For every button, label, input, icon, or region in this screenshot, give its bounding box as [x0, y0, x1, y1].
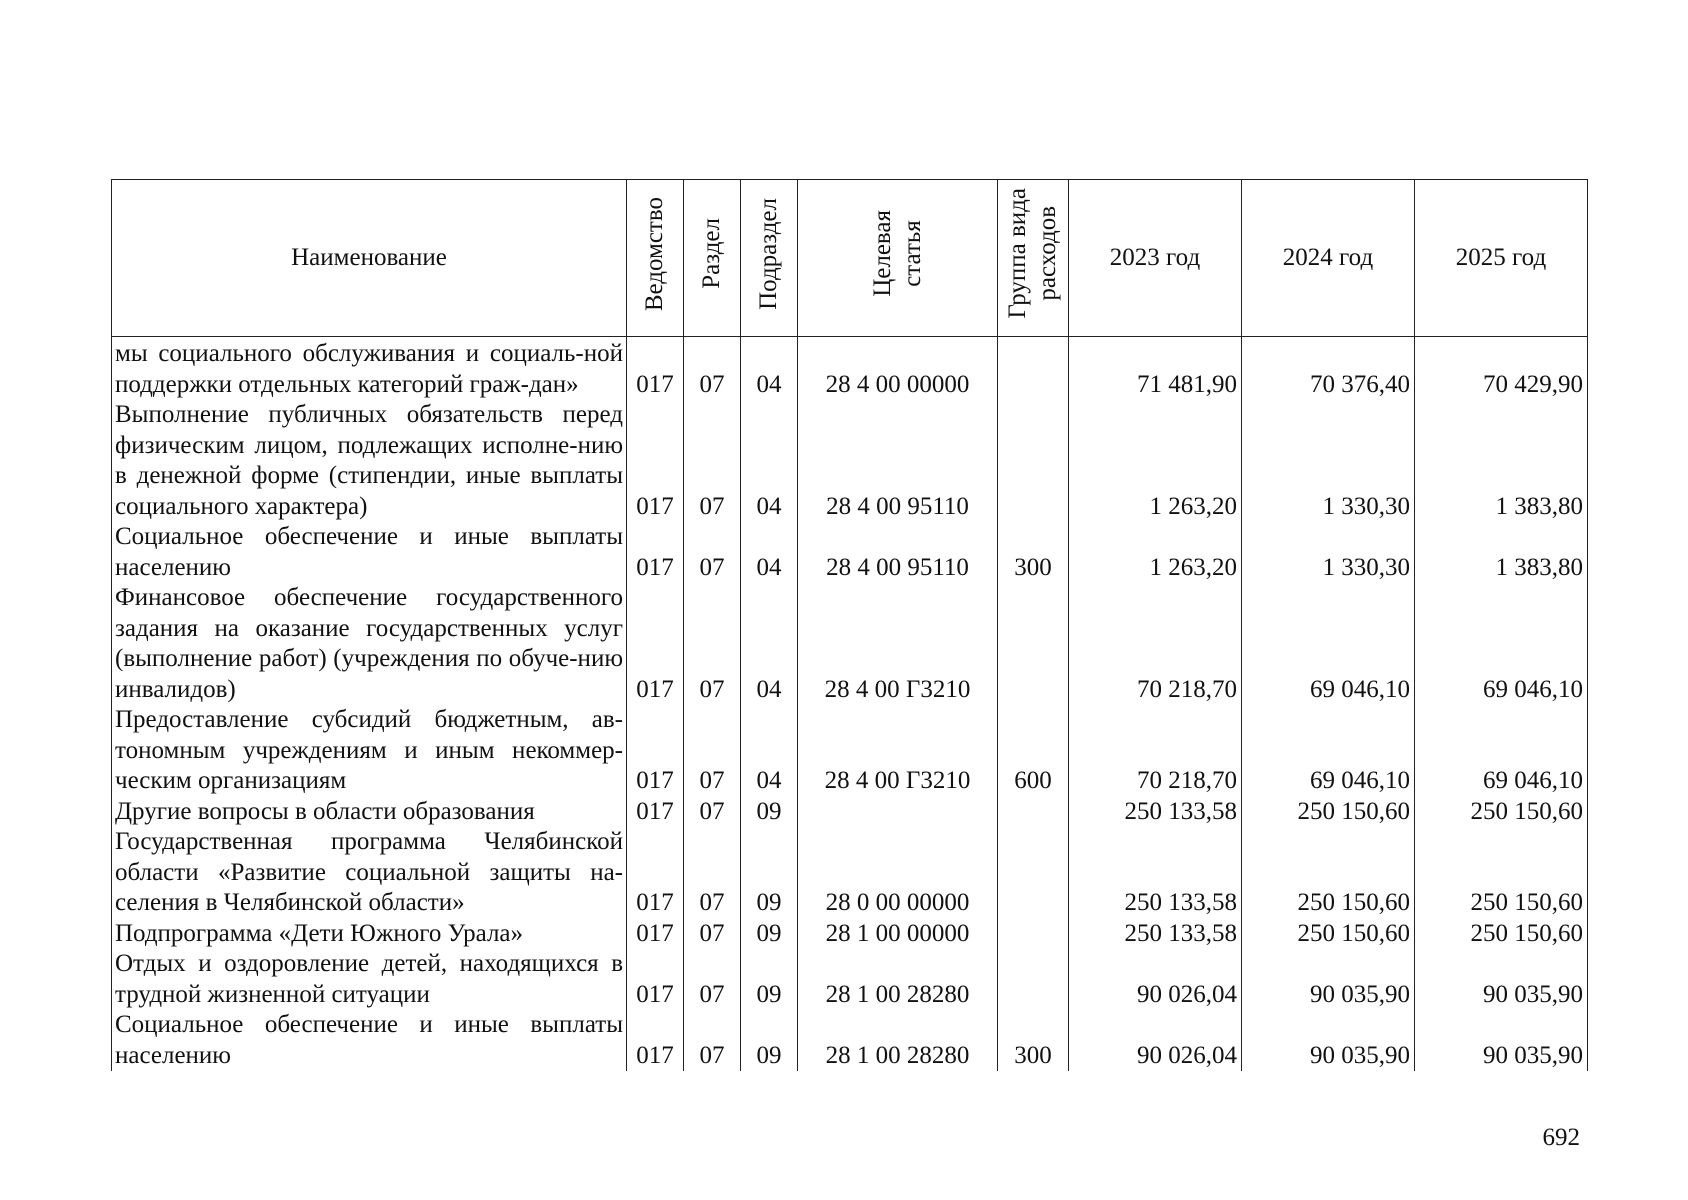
cell-2024: 69 046,10	[1242, 705, 1415, 797]
table-body	[112, 337, 1588, 1072]
cell-exp-group: 300	[998, 522, 1069, 583]
cell-subsection: 04	[741, 337, 798, 401]
cell-section: 07	[684, 400, 741, 522]
cell-2025: 250 150,60	[1415, 827, 1588, 919]
cell-exp-group	[998, 919, 1069, 950]
header-subsection: Подраздел	[741, 180, 798, 337]
cell-exp-group	[998, 583, 1069, 705]
cell-subsection: 09	[741, 827, 798, 919]
cell-2023: 1 263,20	[1069, 522, 1242, 583]
cell-2025: 250 150,60	[1415, 919, 1588, 950]
cell-exp-group: 300	[998, 1010, 1069, 1071]
table-row	[112, 705, 1588, 797]
cell-exp-group	[998, 949, 1069, 1010]
cell-name: Отдых и оздоровление детей, находящихся в трудной жизненной ситуации	[112, 949, 627, 1010]
cell-2025: 250 150,60	[1415, 797, 1588, 828]
table-row	[112, 400, 1588, 522]
cell-target: 28 4 00 95110	[798, 522, 998, 583]
cell-dept: 017	[627, 583, 684, 705]
header-2023: 2023 год	[1069, 180, 1242, 337]
cell-2023: 70 218,70	[1069, 583, 1242, 705]
cell-2025: 90 035,90	[1415, 949, 1588, 1010]
cell-2024: 90 035,90	[1242, 949, 1415, 1010]
cell-section: 07	[684, 1010, 741, 1071]
cell-subsection: 09	[741, 797, 798, 828]
cell-dept: 017	[627, 522, 684, 583]
cell-2024: 90 035,90	[1242, 1010, 1415, 1071]
cell-2023: 70 218,70	[1069, 705, 1242, 797]
table-row	[112, 1010, 1588, 1071]
header-section: Раздел	[684, 180, 741, 337]
cell-2024: 250 150,60	[1242, 797, 1415, 828]
cell-section: 07	[684, 919, 741, 950]
cell-section: 07	[684, 337, 741, 401]
cell-2025: 69 046,10	[1415, 705, 1588, 797]
table-header-row	[112, 180, 1588, 337]
cell-section: 07	[684, 705, 741, 797]
cell-section: 07	[684, 797, 741, 828]
cell-2024: 250 150,60	[1242, 827, 1415, 919]
cell-name: Социальное обеспечение и иные выплаты населению	[112, 1010, 627, 1071]
cell-2025: 69 046,10	[1415, 583, 1588, 705]
cell-2023: 90 026,04	[1069, 1010, 1242, 1071]
cell-section: 07	[684, 583, 741, 705]
cell-2023: 71 481,90	[1069, 337, 1242, 401]
cell-name: Другие вопросы в области образования	[112, 797, 627, 828]
table-row	[112, 949, 1588, 1010]
cell-dept: 017	[627, 705, 684, 797]
cell-2024: 70 376,40	[1242, 337, 1415, 401]
cell-name: Государственная программа Челябинской области «Развитие социальной защиты на-селения в Челябинской области»	[112, 827, 627, 919]
cell-dept: 017	[627, 919, 684, 950]
table-row	[112, 827, 1588, 919]
cell-name: Выполнение публичных обязательств перед физическим лицом, подлежащих исполне-нию в денежной форме (стипендии, иные выплаты социального характера)	[112, 400, 627, 522]
table-row	[112, 797, 1588, 828]
header-2025: 2025 год	[1415, 180, 1588, 337]
cell-dept: 017	[627, 337, 684, 401]
cell-2023: 90 026,04	[1069, 949, 1242, 1010]
cell-2024: 69 046,10	[1242, 583, 1415, 705]
table-row	[112, 522, 1588, 583]
page-number: 692	[1542, 1124, 1580, 1151]
header-target: Целевая статья	[798, 180, 998, 337]
cell-2025: 70 429,90	[1415, 337, 1588, 401]
cell-exp-group	[998, 337, 1069, 401]
cell-2024: 1 330,30	[1242, 400, 1415, 522]
cell-2023: 1 263,20	[1069, 400, 1242, 522]
cell-exp-group: 600	[998, 705, 1069, 797]
cell-2024: 250 150,60	[1242, 919, 1415, 950]
cell-2023: 250 133,58	[1069, 827, 1242, 919]
cell-exp-group	[998, 400, 1069, 522]
cell-2023: 250 133,58	[1069, 919, 1242, 950]
cell-name: Предоставление субсидий бюджетным, ав-тономным учреждениям и иным некоммер-ческим организациям	[112, 705, 627, 797]
cell-subsection: 04	[741, 705, 798, 797]
cell-target: 28 4 00 95110	[798, 400, 998, 522]
cell-dept: 017	[627, 797, 684, 828]
cell-subsection: 09	[741, 919, 798, 950]
cell-exp-group	[998, 797, 1069, 828]
cell-subsection: 09	[741, 1010, 798, 1071]
header-name: Наименование	[112, 180, 627, 337]
cell-2025: 1 383,80	[1415, 400, 1588, 522]
cell-target: 28 4 00 Г3210	[798, 583, 998, 705]
cell-2024: 1 330,30	[1242, 522, 1415, 583]
header-exp-group: Группа вида расходов	[998, 180, 1069, 337]
cell-target: 28 4 00 00000	[798, 337, 998, 401]
cell-subsection: 04	[741, 522, 798, 583]
cell-target: 28 1 00 28280	[798, 1010, 998, 1071]
cell-target: 28 0 00 00000	[798, 827, 998, 919]
cell-name: Финансовое обеспечение государственного задания на оказание государственных услуг (выполнение работ) (учреждения по обуче-нию инвалидов)	[112, 583, 627, 705]
cell-dept: 017	[627, 1010, 684, 1071]
cell-2025: 1 383,80	[1415, 522, 1588, 583]
cell-2023: 250 133,58	[1069, 797, 1242, 828]
table-row	[112, 337, 1588, 401]
cell-subsection: 09	[741, 949, 798, 1010]
cell-target: 28 1 00 00000	[798, 919, 998, 950]
cell-subsection: 04	[741, 583, 798, 705]
cell-name: мы социального обслуживания и социаль-ной поддержки отдельных категорий граж-дан»	[112, 337, 627, 401]
cell-section: 07	[684, 949, 741, 1010]
cell-target	[798, 797, 998, 828]
cell-dept: 017	[627, 400, 684, 522]
cell-2025: 90 035,90	[1415, 1010, 1588, 1071]
table-row	[112, 583, 1588, 705]
budget-table	[111, 179, 1588, 1071]
cell-dept: 017	[627, 827, 684, 919]
cell-exp-group	[998, 827, 1069, 919]
cell-subsection: 04	[741, 400, 798, 522]
cell-target: 28 4 00 Г3210	[798, 705, 998, 797]
cell-name: Подпрограмма «Дети Южного Урала»	[112, 919, 627, 950]
cell-section: 07	[684, 522, 741, 583]
cell-target: 28 1 00 28280	[798, 949, 998, 1010]
table-row	[112, 919, 1588, 950]
header-2024: 2024 год	[1242, 180, 1415, 337]
cell-name: Социальное обеспечение и иные выплаты населению	[112, 522, 627, 583]
header-dept: Ведомство	[627, 180, 684, 337]
cell-section: 07	[684, 827, 741, 919]
cell-dept: 017	[627, 949, 684, 1010]
